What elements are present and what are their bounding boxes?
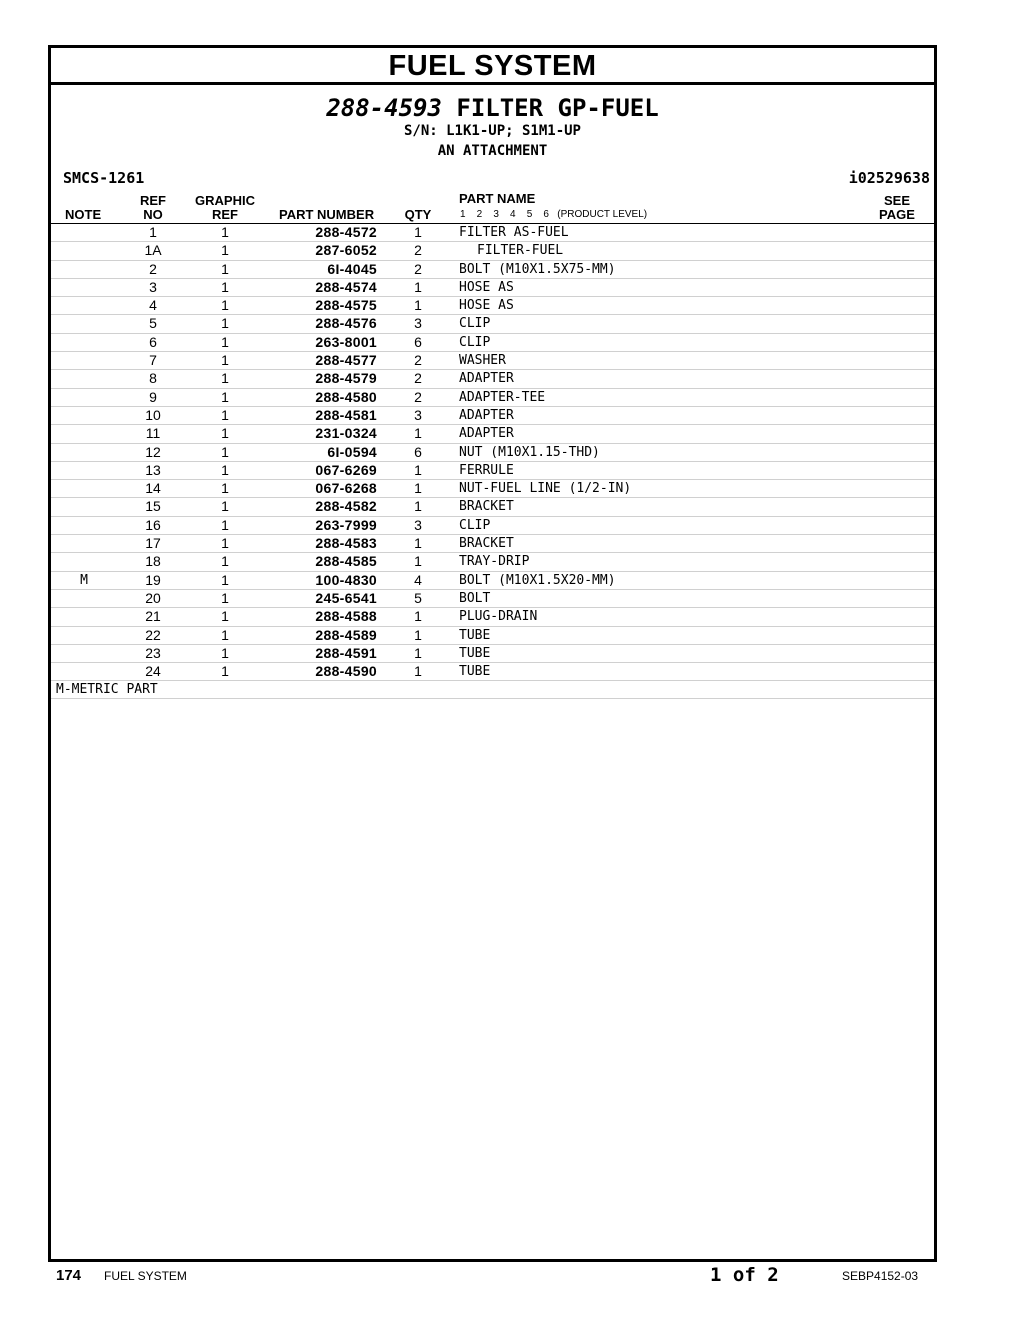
- part-graphic-ref: 1: [221, 608, 229, 625]
- table-row: [51, 242, 934, 260]
- part-name: HOSE AS: [459, 298, 514, 314]
- table-row: [51, 297, 934, 315]
- part-qty: 3: [414, 516, 422, 533]
- part-graphic-ref: 1: [221, 242, 229, 259]
- part-number: 288-4572: [315, 224, 377, 240]
- page-of: 1 of 2: [710, 1264, 779, 1286]
- table-row: [51, 480, 934, 498]
- part-number: 263-8001: [315, 333, 377, 350]
- group-title: [51, 95, 934, 121]
- header-graphic-bottom: REF: [212, 207, 238, 222]
- part-qty: 2: [414, 370, 422, 387]
- part-graphic-ref: 1: [221, 663, 229, 680]
- table-row: [51, 553, 934, 571]
- part-qty: 1: [414, 644, 422, 661]
- part-qty: 2: [414, 352, 422, 369]
- header-graphic-top: GRAPHIC: [195, 193, 255, 208]
- part-name: BRACKET: [459, 536, 514, 552]
- part-number: 288-4579: [315, 370, 377, 387]
- header-note: NOTE: [65, 207, 102, 222]
- table-row: [51, 572, 934, 590]
- part-name: FILTER AS-FUEL: [459, 225, 569, 240]
- header-ref-bottom: NO: [143, 207, 163, 222]
- table-row: [51, 224, 934, 242]
- part-name: CLIP: [459, 316, 491, 332]
- part-qty: 4: [414, 571, 422, 588]
- footnote: [51, 681, 934, 699]
- part-qty: 1: [414, 626, 422, 643]
- part-ref-no: 7: [149, 352, 157, 369]
- table-row: [51, 279, 934, 297]
- part-graphic-ref: 1: [221, 553, 229, 570]
- part-name: ADAPTER-TEE: [459, 389, 546, 405]
- part-ref-no: 6: [149, 333, 157, 350]
- table-row: [51, 425, 934, 443]
- part-name: FILTER-FUEL: [477, 243, 564, 259]
- part-ref-no: 13: [145, 461, 161, 478]
- header-part-number: PART NUMBER: [279, 207, 375, 222]
- table-row: [51, 407, 934, 425]
- table-row: [51, 627, 934, 645]
- part-ref-no: 1: [149, 224, 157, 240]
- table-row: [51, 352, 934, 370]
- part-qty: 6: [414, 333, 422, 350]
- group-name: FILTER GP-FUEL: [456, 94, 659, 122]
- part-name: ADAPTER: [459, 407, 514, 423]
- table-row: [51, 498, 934, 516]
- part-number: 6I-4045: [327, 260, 377, 277]
- part-qty: 3: [414, 406, 422, 423]
- header-part-name: PART NAME: [459, 191, 536, 206]
- part-number: 288-4576: [315, 315, 377, 332]
- part-qty: 5: [414, 589, 422, 606]
- table-row: [51, 663, 934, 681]
- part-number: 288-4583: [315, 535, 377, 552]
- part-graphic-ref: 1: [221, 297, 229, 314]
- table-row: [51, 645, 934, 663]
- part-qty: 1: [414, 278, 422, 295]
- part-note: M: [80, 572, 88, 588]
- part-graphic-ref: 1: [221, 278, 229, 295]
- part-ref-no: 5: [149, 315, 157, 332]
- part-number: 263-7999: [315, 516, 377, 533]
- part-number: 245-6541: [315, 589, 377, 606]
- part-number: 288-4574: [315, 278, 377, 295]
- doc-number: SEBP4152-03: [842, 1269, 919, 1283]
- part-ref-no: 19: [145, 571, 161, 588]
- part-graphic-ref: 1: [221, 443, 229, 460]
- part-qty: 1: [414, 498, 422, 515]
- part-qty: 1: [414, 480, 422, 497]
- part-ref-no: 14: [145, 480, 161, 497]
- part-number: 288-4588: [315, 608, 377, 625]
- table-row: [51, 444, 934, 462]
- part-graphic-ref: 1: [221, 498, 229, 515]
- part-name: ADAPTER: [459, 426, 514, 442]
- table-header: [51, 189, 934, 224]
- part-qty: 1: [414, 461, 422, 478]
- header-see-bottom: PAGE: [879, 207, 915, 222]
- part-number: 287-6052: [315, 242, 377, 259]
- part-graphic-ref: 1: [221, 352, 229, 369]
- part-graphic-ref: 1: [221, 333, 229, 350]
- part-ref-no: 23: [145, 644, 161, 661]
- part-ref-no: 24: [145, 663, 161, 680]
- part-name: TRAY-DRIP: [459, 554, 530, 570]
- parts-page-frame: [48, 45, 937, 1262]
- part-qty: 1: [414, 297, 422, 314]
- table-row: [51, 334, 934, 352]
- part-qty: 1: [414, 535, 422, 552]
- part-qty: 1: [414, 608, 422, 625]
- part-ref-no: 2: [149, 260, 157, 277]
- part-graphic-ref: 1: [221, 535, 229, 552]
- part-name: BRACKET: [459, 499, 514, 515]
- part-ref-no: 15: [145, 498, 161, 515]
- part-graphic-ref: 1: [221, 224, 229, 240]
- footnote-text: M-METRIC PART: [56, 682, 158, 698]
- part-graphic-ref: 1: [221, 461, 229, 478]
- part-name: ADAPTER: [459, 371, 514, 387]
- part-ref-no: 1A: [144, 242, 162, 259]
- part-name: NUT (M10X1.15-THD): [459, 444, 600, 460]
- serial-range: S/N: L1K1-UP; S1M1-UP: [403, 123, 581, 139]
- part-ref-no: 9: [149, 388, 157, 405]
- part-graphic-ref: 1: [221, 626, 229, 643]
- page-footer: [0, 1262, 1020, 1292]
- part-name: CLIP: [459, 334, 491, 350]
- part-graphic-ref: 1: [221, 425, 229, 442]
- part-qty: 1: [414, 553, 422, 570]
- part-number: 288-4577: [315, 352, 377, 369]
- part-ref-no: 21: [145, 608, 161, 625]
- part-qty: 3: [414, 315, 422, 332]
- part-number: 6I-0594: [327, 443, 377, 460]
- part-qty: 2: [414, 242, 422, 259]
- part-name: NUT-FUEL LINE (1/2-IN): [459, 481, 632, 497]
- group-type: AN ATTACHMENT: [437, 143, 548, 159]
- part-graphic-ref: 1: [221, 589, 229, 606]
- part-number: 231-0324: [315, 425, 377, 442]
- table-row: [51, 389, 934, 407]
- part-ref-no: 4: [149, 297, 157, 314]
- page-number: 174: [56, 1267, 82, 1284]
- part-ref-no: 3: [149, 278, 157, 295]
- part-number: 067-6268: [315, 480, 377, 497]
- part-name: CLIP: [459, 517, 491, 533]
- footer-section: FUEL SYSTEM: [104, 1269, 187, 1283]
- part-graphic-ref: 1: [221, 370, 229, 387]
- part-name: WASHER: [459, 353, 506, 369]
- header-see-top: SEE: [883, 193, 910, 208]
- part-number: 288-4591: [315, 644, 377, 661]
- part-ref-no: 16: [145, 516, 161, 533]
- group-number: 288-4593: [326, 94, 442, 122]
- part-graphic-ref: 1: [221, 516, 229, 533]
- part-ref-no: 22: [145, 626, 161, 643]
- table-row: [51, 370, 934, 388]
- part-ref-no: 17: [145, 535, 161, 552]
- part-qty: 1: [414, 663, 422, 680]
- section-title: FUEL SYSTEM: [51, 48, 934, 85]
- part-name: TUBE: [459, 664, 491, 680]
- part-name: PLUG-DRAIN: [459, 609, 538, 625]
- part-qty: 1: [414, 224, 422, 240]
- part-graphic-ref: 1: [221, 480, 229, 497]
- illustration-id: i02529638: [848, 169, 930, 187]
- part-ref-no: 20: [145, 589, 161, 606]
- part-number: 288-4581: [315, 406, 377, 423]
- part-number: 288-4580: [315, 388, 377, 405]
- part-number: 288-4575: [315, 297, 377, 314]
- part-graphic-ref: 1: [221, 406, 229, 423]
- header-ref-top: REF: [140, 193, 166, 208]
- part-name: FERRULE: [459, 462, 514, 478]
- part-qty: 6: [414, 443, 422, 460]
- part-graphic-ref: 1: [221, 644, 229, 661]
- part-ref-no: 18: [145, 553, 161, 570]
- part-graphic-ref: 1: [221, 260, 229, 277]
- part-number: 288-4585: [315, 553, 377, 570]
- table-row: [51, 608, 934, 626]
- part-name: BOLT: [459, 590, 491, 606]
- table-row: [51, 315, 934, 333]
- part-number: 288-4582: [315, 498, 377, 515]
- part-graphic-ref: 1: [221, 388, 229, 405]
- part-number: 288-4589: [315, 626, 377, 643]
- part-ref-no: 11: [145, 425, 161, 442]
- part-name: HOSE AS: [459, 279, 514, 295]
- part-ref-no: 10: [145, 406, 161, 423]
- header-product-levels: 1 2 3 4 5 6 (PRODUCT LEVEL): [460, 209, 648, 220]
- part-qty: 2: [414, 260, 422, 277]
- part-qty: 2: [414, 388, 422, 405]
- table-row: [51, 517, 934, 535]
- header-qty: QTY: [404, 207, 432, 222]
- part-graphic-ref: 1: [221, 315, 229, 332]
- table-row: [51, 261, 934, 279]
- part-name: BOLT (M10X1.5X75-MM): [459, 261, 616, 277]
- table-row: [51, 535, 934, 553]
- part-name: TUBE: [459, 627, 491, 643]
- part-number: 288-4590: [315, 663, 377, 680]
- part-qty: 1: [414, 425, 422, 442]
- part-name: BOLT (M10X1.5X20-MM): [459, 572, 616, 588]
- table-row: [51, 590, 934, 608]
- part-graphic-ref: 1: [221, 571, 229, 588]
- part-number: 067-6269: [315, 461, 377, 478]
- part-ref-no: 12: [145, 443, 161, 460]
- part-number: 100-4830: [315, 571, 377, 588]
- table-row: [51, 462, 934, 480]
- smcs-code: SMCS-1261: [63, 169, 145, 187]
- id-row: [51, 167, 934, 189]
- parts-list: [51, 224, 934, 681]
- part-ref-no: 8: [149, 370, 157, 387]
- part-name: TUBE: [459, 645, 491, 661]
